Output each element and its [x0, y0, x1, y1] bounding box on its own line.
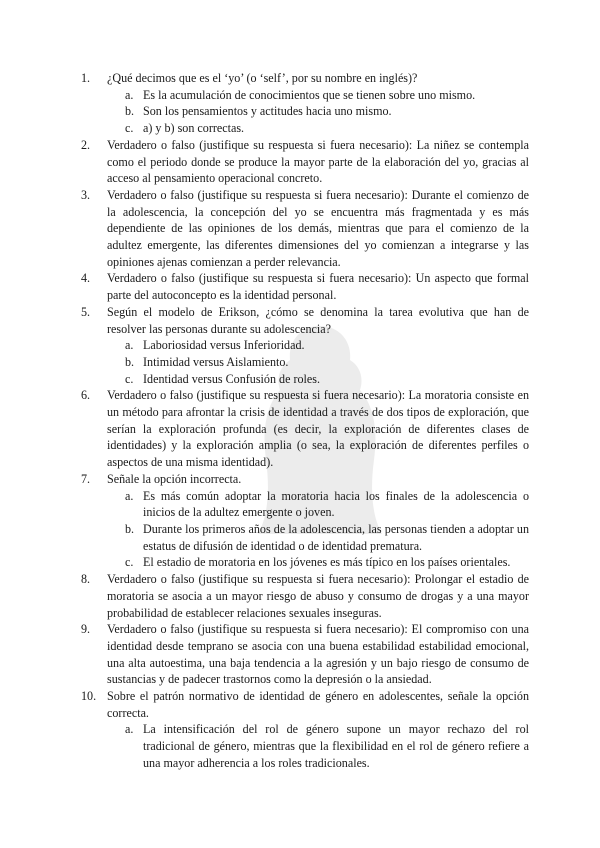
question-item: [81, 70, 529, 137]
question-item: [81, 270, 529, 303]
question-number: 10.: [81, 689, 97, 704]
option-text: Son los pensamientos y actitudes hacia uno mismo.: [143, 104, 392, 119]
question-text: Verdadero o falso (justifique su respuesta si fuera necesario): Un aspecto que formal parte del autoconcepto es la identidad personal.: [107, 271, 529, 303]
question-item: [81, 471, 529, 571]
option-text: El estadio de moratoria en los jóvenes es más típico en los países orientales.: [143, 555, 511, 570]
question-number: 1.: [81, 71, 91, 85]
question-item: [81, 621, 529, 688]
option-item: [125, 554, 529, 571]
question-number: 4.: [81, 271, 91, 286]
question-text: Señale la opción incorrecta.: [107, 471, 242, 486]
question-number: 8.: [81, 572, 91, 587]
option-letter: a.: [125, 722, 134, 737]
option-item: [125, 521, 529, 554]
question-number: 9.: [81, 622, 91, 637]
option-item: [125, 87, 529, 104]
option-text: Es la acumulación de conocimientos que se tienen sobre uno mismo.: [143, 87, 476, 102]
option-text: Es más común adoptar la moratoria hacia los finales de la adolescencia o inicios de la adultez emergente o joven.: [143, 488, 529, 520]
option-item: [125, 337, 529, 354]
option-item: [125, 721, 529, 771]
option-letter: c.: [125, 371, 134, 386]
question-item: [81, 387, 529, 471]
question-number: 2.: [81, 137, 91, 152]
question-text: ¿Qué decimos que es el ‘yo’ (o ‘self’, por su nombre en inglés)?: [107, 71, 418, 85]
question-item: [81, 137, 529, 187]
option-text: La intensificación del rol de género supone un mayor rechazo del rol tradicional de género, mientras que la flexibilidad en el rol de género refiere a una mayor adherencia a los roles tradicionales.: [143, 722, 529, 770]
question-text: Sobre el patrón normativo de identidad de género en adolescentes, señale la opción correcta.: [107, 689, 529, 720]
option-letter: b.: [125, 521, 135, 536]
option-item: [125, 371, 529, 388]
question-item: [81, 304, 529, 388]
option-text: Laboriosidad versus Inferioridad.: [143, 338, 305, 353]
option-list: [107, 87, 529, 137]
question-number: 7.: [81, 471, 91, 486]
option-letter: a.: [125, 488, 134, 503]
option-list: [107, 337, 529, 387]
question-text: Verdadero o falso (justifique su respuesta si fuera necesario): Durante el comienzo de la adolescencia, la concepción del yo se encuentra más fragmentada y es más dependiente de las opiniones de los demás, mientras que para el comienzo de la adultez emergente, las diferentes dimensiones del yo comienzan a integrarse y las opiniones ajenas comienzan a perder relevancia.: [107, 187, 529, 269]
option-text: Durante los primeros años de la adolescencia, las personas tienden a adoptar un estatus de difusión de identidad o de identidad prematura.: [143, 521, 529, 553]
question-text: Verdadero o falso (justifique su respuesta si fuera necesario): Prolongar el estadio de moratoria se asocia a un mayor riesgo de abuso y consumo de drogas y a una mayor probabilidad de establecer relaciones sexuales inseguras.: [107, 572, 529, 620]
option-item: [125, 120, 529, 137]
question-item: [81, 571, 529, 621]
option-letter: a.: [125, 87, 134, 102]
question-text: Verdadero o falso (justifique su respuesta si fuera necesario): El compromiso con una identidad desde temprano se asocia con una buena estabilidad estabilidad emocional, una alta autoestima, una baja tendencia a la agresión y un bajo riesgo de consumo de sustancias y de padecer trastornos como la depresión o la ansiedad.: [107, 622, 529, 687]
question-number: 3.: [81, 187, 91, 202]
question-item: [81, 187, 529, 271]
question-text: Verdadero o falso (justifique su respuesta si fuera necesario): La niñez se contempla como el periodo donde se produce la mayor parte de la elaboración del yo, gracias al acceso al pensamiento operacional concreto.: [107, 137, 529, 186]
question-number: 5.: [81, 304, 91, 319]
option-letter: b.: [125, 354, 135, 369]
option-text: Intimidad versus Aislamiento.: [143, 354, 289, 369]
option-item: [125, 354, 529, 371]
option-item: [125, 488, 529, 521]
question-text: Según el modelo de Erikson, ¿cómo se denomina la tarea evolutiva que han de resolver las personas durante su adolescencia?: [107, 304, 529, 336]
option-letter: c.: [125, 555, 134, 570]
question-item: [81, 688, 529, 772]
option-list: [107, 488, 529, 572]
option-letter: c.: [125, 121, 134, 136]
question-number: 6.: [81, 388, 91, 403]
option-text: Identidad versus Confusión de roles.: [143, 371, 321, 386]
option-text: a) y b) son correctas.: [143, 121, 245, 136]
question-list: [81, 70, 529, 772]
option-letter: a.: [125, 338, 134, 353]
option-item: [125, 103, 529, 120]
option-list: [107, 721, 529, 771]
option-letter: b.: [125, 104, 135, 119]
question-text: Verdadero o falso (justifique su respuesta si fuera necesario): La moratoria consiste en un método para afrontar la crisis de identidad a través de dos tipos de exploración, que serían la exploración profunda (es decir, la exploración de diferentes clases de identidades) y la exploración amplia (o sea, la exploración de diferentes perfiles o aspectos de una misma identidad).: [107, 388, 529, 470]
